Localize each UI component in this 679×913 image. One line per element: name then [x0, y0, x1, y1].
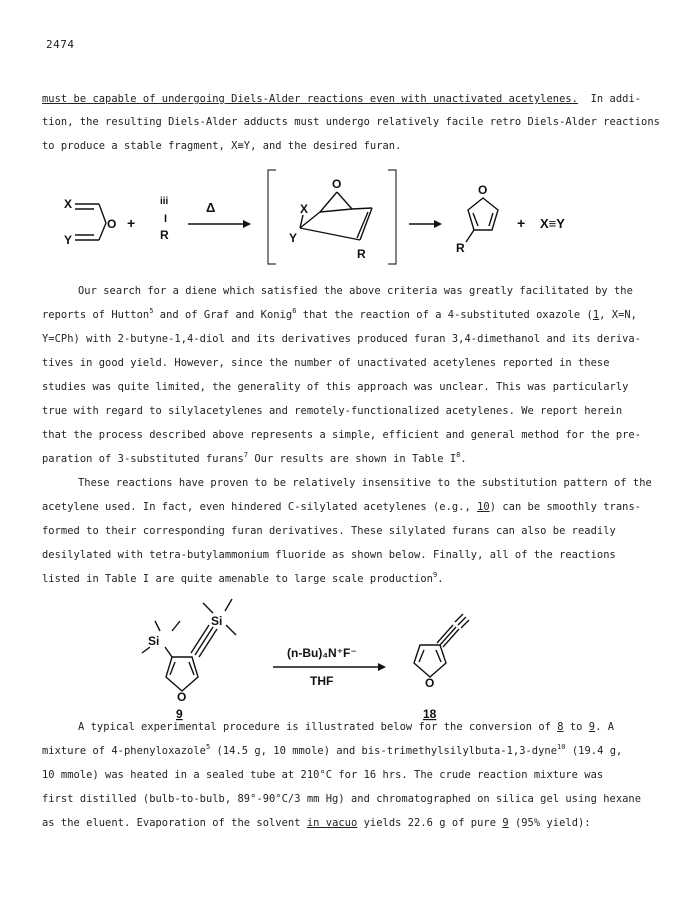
para3-line4: desilylated with tetra-butylammonium fluoride as shown below. Finally, all of the reactions — [42, 549, 616, 561]
reaction-scheme-2 — [0, 595, 679, 725]
para2-text: paration of 3-substituted furans — [42, 453, 244, 465]
para4-line2 — [42, 745, 622, 757]
para4-text: mixture of 4-phenyloxazole — [42, 745, 206, 757]
para2-line8 — [42, 453, 467, 465]
compound-9-structure — [142, 599, 236, 704]
ref-7: 7 — [243, 451, 249, 459]
reaction-scheme-1 — [0, 160, 679, 270]
para2-text: and of Graf and Konig — [153, 309, 293, 321]
arrowhead-2 — [434, 220, 442, 228]
heat-symbol: Δ — [206, 200, 216, 215]
adduct-atom-y: Y — [289, 231, 298, 245]
compound-ref-10: 10 — [477, 501, 490, 513]
adduct-substituent-r: R — [357, 247, 366, 261]
atom-y: Y — [64, 233, 73, 247]
ref-6: 6 — [292, 307, 297, 315]
adduct-atom-x: X — [300, 202, 309, 216]
oxazole-structure — [64, 197, 116, 247]
para2-line7: that the process described above represents a simple, efficient and general method for the pre- — [42, 429, 642, 441]
para2-text: Our results are shown in Table I — [248, 453, 457, 465]
para2-line3: Y=CPh) with 2-butyne-1,4-diol and its derivatives produced furan 3,4-dimethanol and its deriva- — [42, 333, 642, 345]
arrowhead-1 — [243, 220, 251, 228]
solvent-label: THF — [310, 674, 334, 688]
para1-line3: to produce a stable fragment, X≡Y, and the desired furan. — [42, 140, 402, 152]
acetylene-structure — [160, 196, 169, 242]
para2-text: reports of Hutton — [42, 309, 150, 321]
para3-text: acetylene used. In fact, even hindered C-silylated acetylenes (e.g., — [42, 501, 478, 513]
silicon-atom-left: Si — [148, 634, 160, 648]
arrowhead-3 — [378, 663, 386, 671]
atom-o: O — [107, 217, 117, 231]
ref-5b: 5 — [205, 743, 211, 751]
para4-line3: 10 mmole) was heated in a sealed tube at 210°C for 16 hrs. The crude reaction mixture was — [42, 769, 604, 781]
para4-text: (95% yield): — [508, 817, 591, 829]
para4-text: A typical experimental procedure is illustrated below for the conversion of — [78, 721, 558, 733]
plus-sign-2: + — [517, 215, 526, 231]
para2-line5: studies was quite limited, the generality of this approach was unclear. This was particularly — [42, 381, 629, 393]
para2-line4: tives in good yield. However, since the number of unactivated acetylenes reported in these — [42, 357, 610, 369]
ref-9: 9 — [432, 571, 438, 579]
bridge-oxygen: O — [332, 177, 342, 191]
reagent-label: (n-Bu)₄N⁺F⁻ — [287, 646, 357, 660]
furan-product — [456, 183, 498, 255]
para2-text: , X=N, — [599, 309, 637, 321]
para1-line2: tion, the resulting Diels-Alder adducts must undergo relatively facile retro Diels-Alder reactions — [42, 116, 660, 128]
furan-oxygen-9: O — [177, 690, 187, 704]
italic-phrase: in vacuo — [306, 817, 358, 829]
compound-ref-9: 9 — [588, 721, 596, 733]
plus-sign: + — [127, 215, 136, 231]
atom-x: X — [64, 197, 73, 211]
diels-alder-adduct — [289, 177, 372, 261]
para1-line1 — [42, 93, 641, 105]
para4-text: yields 22.6 g of pure — [357, 817, 503, 829]
para3-text: . — [437, 573, 444, 585]
para4-line1 — [78, 721, 614, 733]
right-bracket — [388, 170, 396, 264]
substituent-r: R — [160, 228, 169, 242]
para4-text: to — [563, 721, 589, 733]
para4-text: as the eluent. Evaporation of the solvent — [42, 817, 307, 829]
para1-text: In addi- — [590, 93, 642, 105]
para2-line1: Our search for a diene which satisfied the above criteria was greatly facilitated by the — [78, 285, 633, 297]
para2-line6: true with regard to silylacetylenes and remotely-functionalized acetylenes. We report herein — [42, 405, 623, 417]
silicon-atom-upper: Si — [211, 614, 223, 628]
compound-label-9: 9 — [176, 707, 183, 721]
byproduct-xy: X≡Y — [540, 216, 565, 231]
ref-10: 10 — [557, 743, 566, 751]
para2-text: that the reaction of a 4-substituted oxazole ( — [296, 309, 593, 321]
single-bond-glyph: I — [164, 213, 168, 225]
furan-oxygen: O — [478, 183, 488, 197]
para3-text: listed in Table I are quite amenable to large scale production — [42, 573, 433, 585]
compound-ref-9b: 9 — [502, 817, 509, 829]
compound-ref-8: 8 — [557, 721, 564, 733]
para1-underlined: must be capable of undergoing Diels-Alder reactions even with unactivated acetylenes. — [42, 93, 578, 105]
para3-text: ) can be smoothly trans- — [489, 501, 642, 513]
furan-oxygen-18: O — [425, 676, 435, 690]
para4-text: (19.4 g, — [565, 745, 623, 757]
para3-line2 — [42, 501, 641, 513]
para2-text: . — [460, 453, 467, 465]
para4-text: . A — [595, 721, 615, 733]
para4-line4: first distilled (bulb-to-bulb, 89°-90°C/3 mm Hg) and chromatographed on silica gel using hexane — [42, 793, 642, 805]
furan-substituent-r: R — [456, 241, 465, 255]
para3-line3: formed to their corresponding furan derivatives. These silylated furans can also be readily — [42, 525, 616, 537]
compound-label-18: 18 — [423, 707, 437, 721]
para3-line5 — [42, 573, 444, 585]
para4-text: (14.5 g, 10 mmole) and bis-trimethylsilylbuta-1,3-dyne — [210, 745, 558, 757]
para3-line1: These reactions have proven to be relatively insensitive to the substitution pattern of the — [78, 477, 652, 489]
compound-18-structure — [414, 614, 469, 690]
triple-bond-glyph: iii — [160, 196, 169, 207]
page-number: 2474 — [46, 38, 75, 51]
ref-8: 8 — [456, 451, 461, 459]
ref-5: 5 — [149, 307, 154, 315]
para2-line2 — [42, 309, 637, 321]
left-bracket — [268, 170, 276, 264]
para4-line5 — [42, 817, 591, 829]
compound-ref-1: 1 — [592, 309, 600, 321]
